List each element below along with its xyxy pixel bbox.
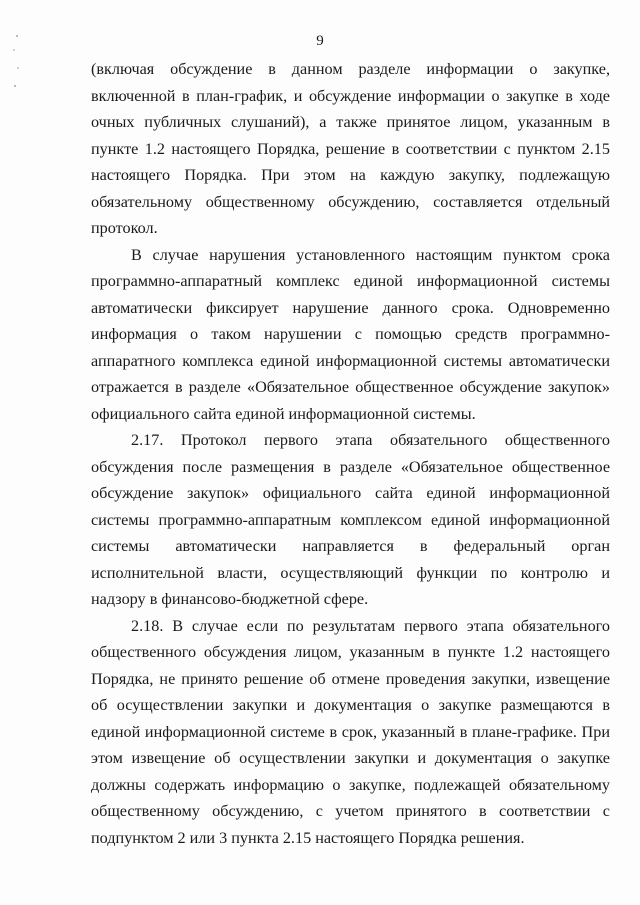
- paragraph-protocol-content: (включая обсуждение в данном разделе информации о закупке, включенной в план-график, и обсуждение информации о закупке в ходе очных публичных слушаний), а также принятое лицом, указанным в пункте 1.2 настоящего Порядка, решение в соответствии с пунктом 2.15 настоящего Порядка. При этом на каждую закупку, подлежащую обязательному общественному обсуждению, составляется отдельный протокол.: [91, 60, 610, 237]
- paragraph-2-18: 2.18. В случае если по результатам первого этапа обязательного общественного обсуждения лицом, указанным в пункте 1.2 настоящего Порядка, не принято решение об отмене проведения закупки, извещение об осуществлении закупки и документация о закупке размещаются в единой информационной системе в срок, указанный в плане-графике. При этом извещение об осуществлении закупки и документация о закупке должны содержать информацию о закупке, подлежащей обязательному общественному обсуждению, с учетом принятого в соответствии с подпунктом 2 или 3 пункта 2.15 настоящего Порядка решения.: [91, 616, 610, 847]
- paragraph-deadline-violation: В случае нарушения установленного настоящим пунктом срока программно-аппаратный комплекс единой информационной системы автоматически фиксирует нарушение данного срока. Одновременно информация о таком нарушении с помощью средств программно-аппаратного комплекса единой информационной системы автоматически отражается в разделе «Обязательное общественное обсуждение закупок» официального сайта единой информационной системы.: [91, 245, 610, 423]
- page-number: 9: [316, 33, 324, 49]
- document-body: [91, 56, 610, 851]
- paragraph-2-17: 2.17. Протокол первого этапа обязательного общественного обсуждения после размещения в разделе «Обязательное общественное обсуждение закупок» официального сайта единой информационной системы программно-аппаратным комплексом единой информационной системы автоматически направляется в федеральный орган исполнительной власти, осуществляющий функции по контролю и надзору в финансово-бюджетной сфере.: [91, 431, 610, 608]
